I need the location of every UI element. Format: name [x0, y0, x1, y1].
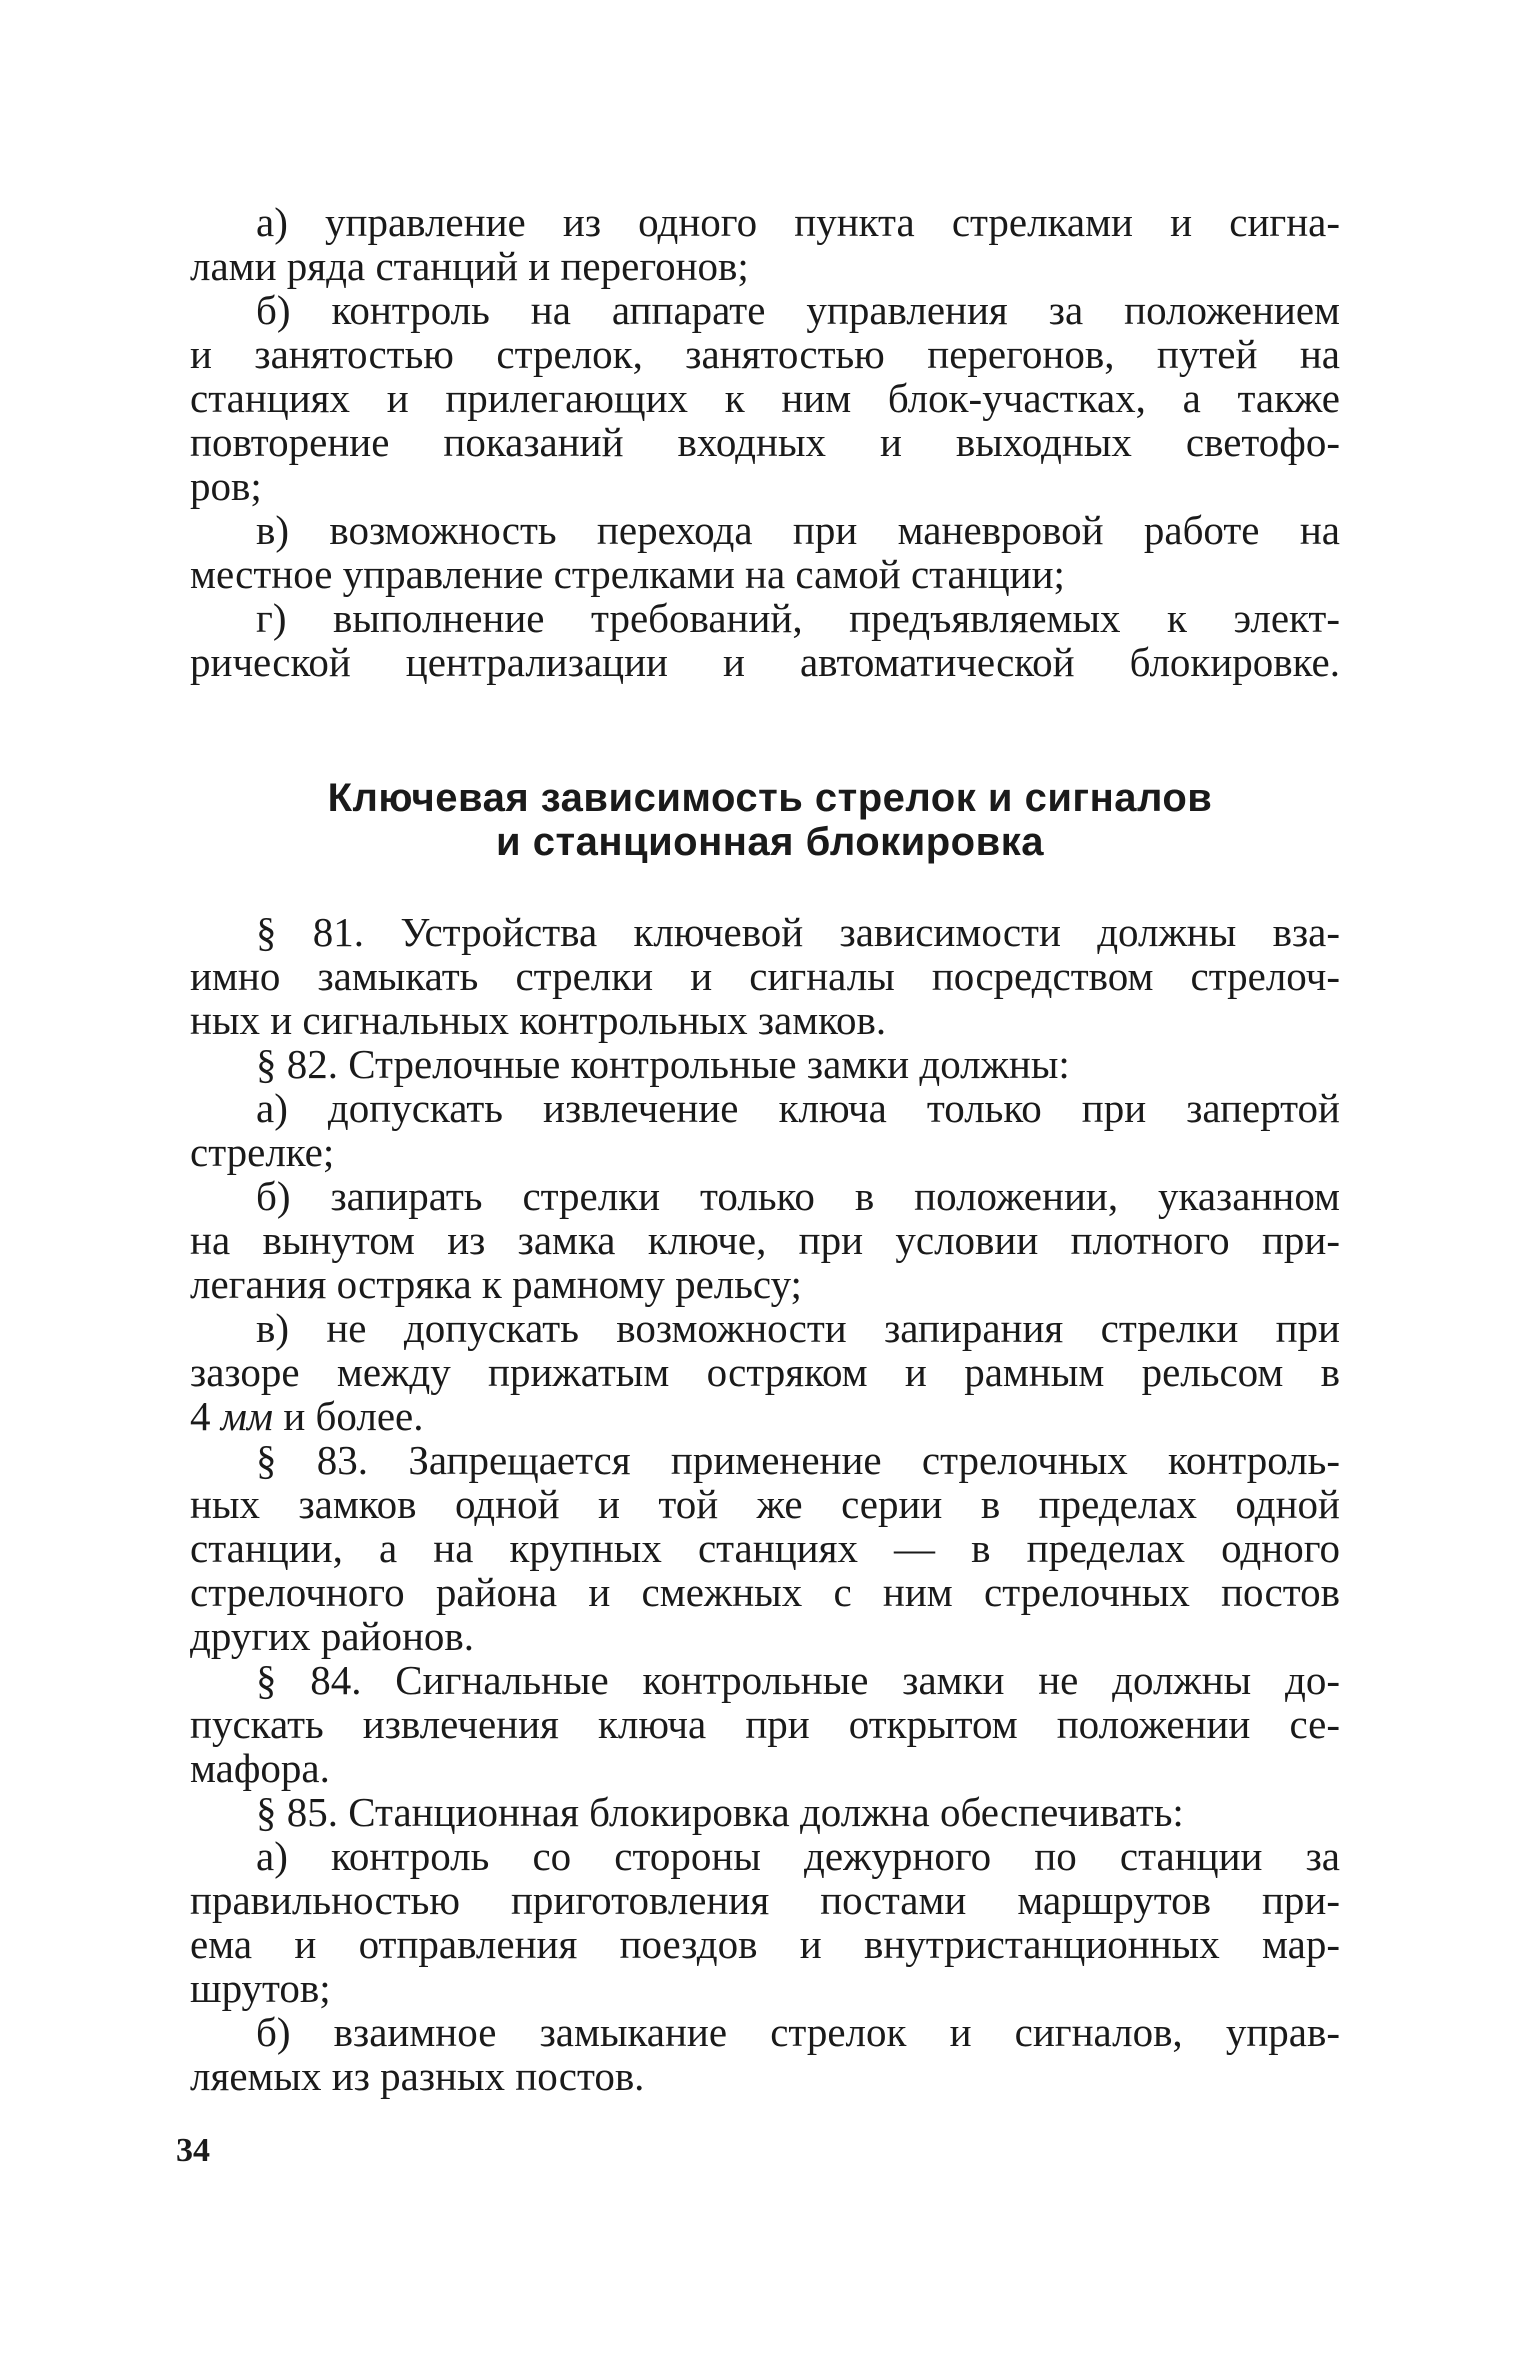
text-line: ров; — [190, 463, 262, 509]
text-line: б) взаимное замыкание стрелок и сигналов, управ- — [256, 2009, 1340, 2055]
section-heading — [190, 776, 1340, 864]
spacer — [190, 864, 1340, 910]
text-line: правильностью приготовления постами маршрутов при- — [190, 1877, 1340, 1923]
text-line: § 85. Станционная блокировка должна обеспечивать: — [256, 1789, 1184, 1835]
text-line: на вынутом из замка ключе, при условии плотного при- — [190, 1217, 1340, 1263]
paragraph-85-a — [190, 1834, 1340, 2010]
text-line: а) управление из одного пункта стрелками и сигна- — [256, 199, 1340, 245]
text-line: станциях и прилегающих к ним блок-участках, а также — [190, 375, 1340, 421]
text-line: а) допускать извлечение ключа только при запертой — [256, 1085, 1340, 1131]
paragraph-82-v — [190, 1306, 1340, 1438]
paragraph-82-b — [190, 1174, 1340, 1306]
intro-item-b — [190, 288, 1340, 508]
text-line: рической централизации и автоматической блокировке. — [190, 639, 1340, 685]
text-line: ных замков одной и той же серии в пределах одной — [190, 1481, 1340, 1527]
text-line: зазоре между прижатым остряком и рамным рельсом в — [190, 1349, 1340, 1395]
text-line: стрелке; — [190, 1129, 335, 1175]
text-line: повторение показаний входных и выходных светофо- — [190, 419, 1340, 465]
paragraph-82-a — [190, 1086, 1340, 1174]
paragraph-85 — [190, 1790, 1340, 1834]
text-line: § 83. Запрещается применение стрелочных контроль- — [256, 1437, 1340, 1483]
text-line: лами ряда станций и перегонов; — [190, 243, 749, 289]
heading-line-2: и станционная блокировка — [496, 820, 1044, 864]
text-line: других районов. — [190, 1613, 475, 1659]
text-line: г) выполнение требований, предъявляемых к элект- — [256, 595, 1340, 641]
text-line: станции, а на крупных станциях — в пределах одного — [190, 1525, 1340, 1571]
text-line: § 84. Сигнальные контрольные замки не должны до- — [256, 1657, 1340, 1703]
text-line: стрелочного района и смежных с ним стрелочных постов — [190, 1569, 1340, 1615]
text-line — [190, 1394, 1340, 1438]
text-line: а) контроль со стороны дежурного по станции за — [256, 1833, 1340, 1879]
paragraph-81 — [190, 910, 1340, 1042]
text-line: б) запирать стрелки только в положении, указанном — [256, 1173, 1340, 1219]
paragraph-82 — [190, 1042, 1340, 1086]
text-line: и занятостью стрелок, занятостью перегонов, путей на — [190, 331, 1340, 377]
text-line: пускать извлечения ключа при открытом положении се- — [190, 1701, 1340, 1747]
text-line: легания остряка к рамному рельсу; — [190, 1261, 802, 1307]
text-line: местное управление стрелками на самой станции; — [190, 551, 1065, 597]
intro-item-a — [190, 200, 1340, 288]
heading-line-1: Ключевая зависимость стрелок и сигналов — [327, 776, 1213, 820]
intro-item-g — [190, 596, 1340, 684]
text-line: § 82. Стрелочные контрольные замки должны: — [256, 1041, 1070, 1087]
spacer — [190, 684, 1340, 776]
page-number: 34 — [176, 2132, 210, 2169]
text-line: б) контроль на аппарате управления за положением — [256, 287, 1340, 333]
text-line: в) не допускать возможности запирания стрелки при — [256, 1305, 1340, 1351]
text-line: ляемых из разных постов. — [190, 2053, 645, 2099]
measure-unit: мм — [220, 1393, 274, 1439]
text-line: ных и сигнальных контрольных замков. — [190, 997, 887, 1043]
paragraph-83 — [190, 1438, 1340, 1658]
measure-number: 4 — [190, 1393, 211, 1439]
text-line: в) возможность перехода при маневровой работе на — [256, 507, 1340, 553]
text-line: § 81. Устройства ключевой зависимости должны вза- — [256, 909, 1340, 955]
text-line: имно замыкать стрелки и сигналы посредством стрелоч- — [190, 953, 1340, 999]
text-line: шрутов; — [190, 1965, 331, 2011]
paragraph-84 — [190, 1658, 1340, 1790]
text-fragment: и более. — [283, 1393, 424, 1439]
intro-item-v — [190, 508, 1340, 596]
paragraph-85-b — [190, 2010, 1340, 2098]
page-body — [190, 200, 1340, 2098]
text-line: мафора. — [190, 1745, 330, 1791]
text-line: ема и отправления поездов и внутристанционных мар- — [190, 1921, 1340, 1967]
